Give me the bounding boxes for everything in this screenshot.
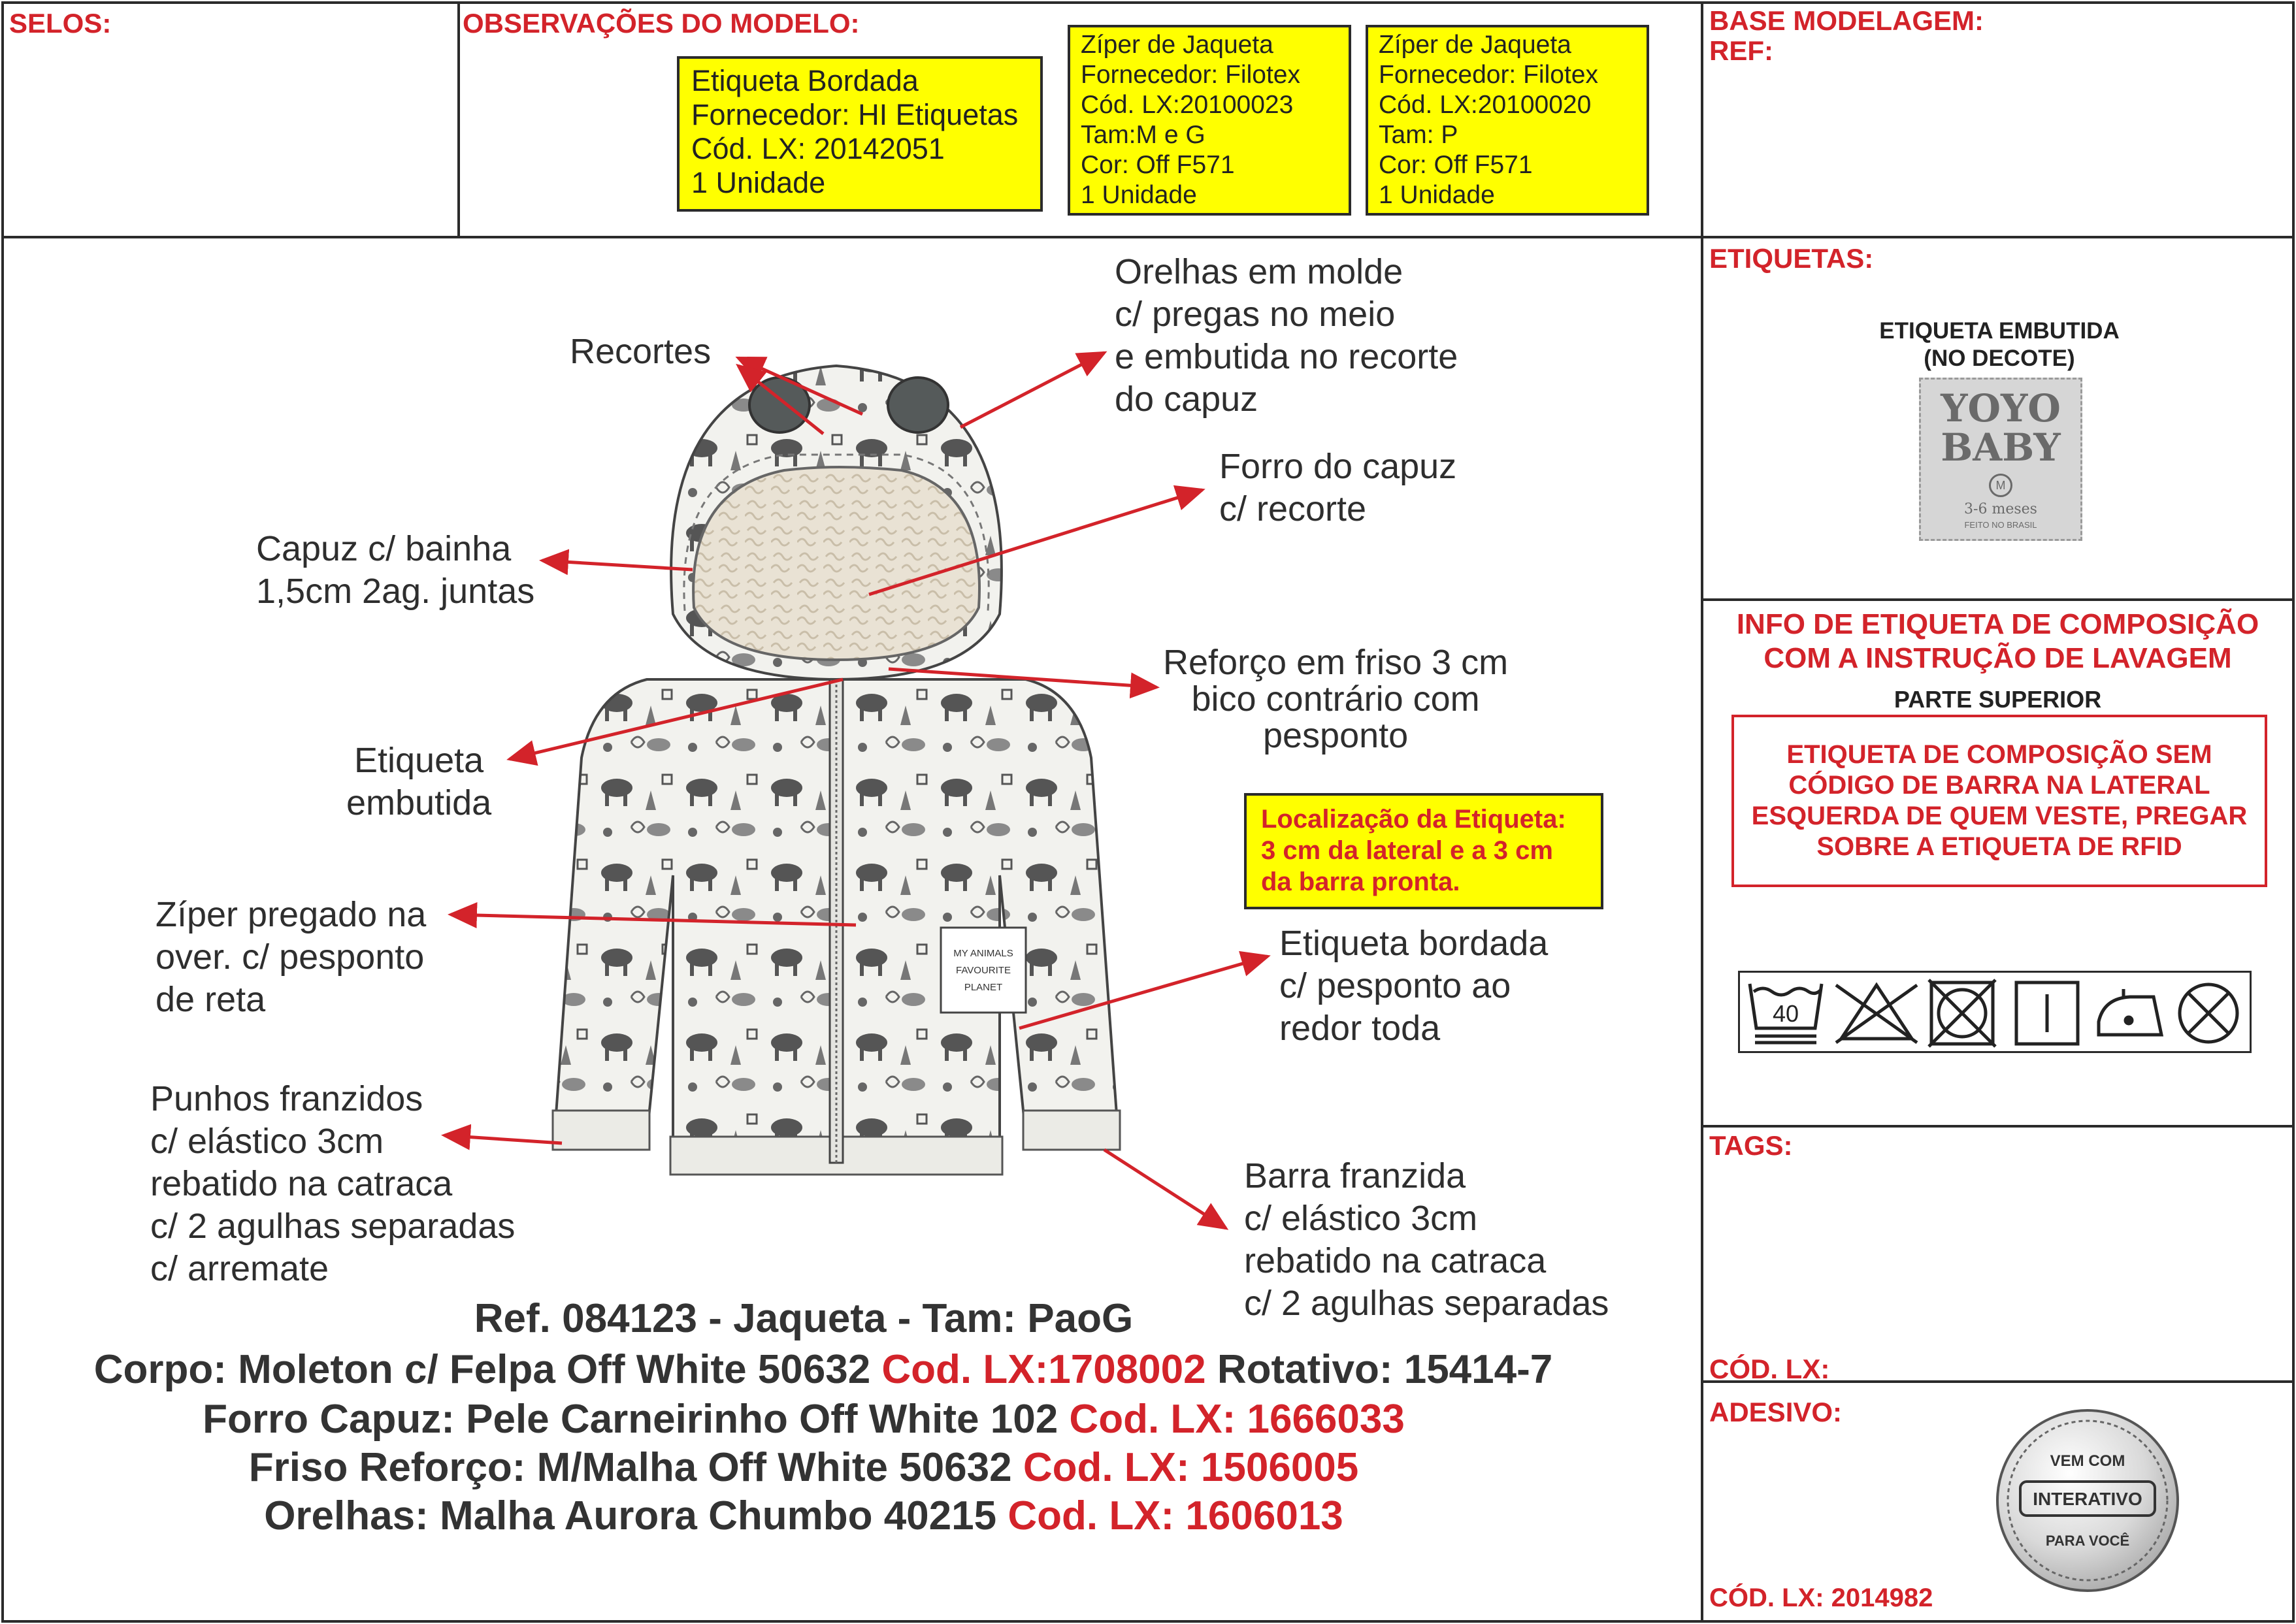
annotation-reforco: Reforço em friso 3 cm bico contrário com pesponto — [1163, 643, 1509, 755]
sticker-bottom-text: PARA VOCÊ — [2045, 1533, 2130, 1549]
spec-corpo: Corpo: Moleton c/ Felpa Off White 50632 Cod. LX:1708002 Rotativo: 15414-7 — [93, 1347, 1553, 1392]
annotation-punhos: Punhos franzidos c/ elástico 3cm rebatido na catraca c/ 2 agulhas separadas c/ arremate — [150, 1079, 516, 1288]
garment-patch-line-1: MY ANIMALS — [953, 948, 1013, 959]
garment-patch-line-2: FAVOURITE — [956, 965, 1011, 976]
annotation-barra: Barra franzida c/ elástico 3cm rebatido na catraca c/ 2 agulhas separadas — [1244, 1156, 1609, 1323]
annotation-recortes: Recortes — [570, 332, 712, 371]
annotation-forro-capuz: Forro do capuz c/ recorte — [1219, 447, 1457, 528]
spec-orelhas: Orelhas: Malha Aurora Chumbo 40215 Cod. LX: 1606013 — [264, 1493, 1343, 1538]
spec-forro: Forro Capuz: Pele Carneirinho Off White 102 Cod. LX: 1666033 — [203, 1397, 1405, 1442]
annotation-etiqueta-bordada: Etiqueta bordada c/ pesponto ao redor toda — [1279, 924, 1549, 1048]
localizacao-box: Localização da Etiqueta: 3 cm da lateral e a 3 cm da barra pronta. — [1244, 793, 1603, 909]
size-mark: M — [1989, 474, 2012, 497]
arrow-orelhas — [960, 353, 1104, 427]
arrow-barra — [1104, 1150, 1226, 1228]
arrow-punhos — [444, 1135, 562, 1143]
spec-friso: Friso Reforço: M/Malha Off White 50632 Cod. LX: 1506005 — [248, 1445, 1359, 1490]
arrow-recortes-1 — [738, 358, 862, 414]
origin-text: FEITO NO BRASIL — [1964, 520, 2037, 530]
base-modelagem-label: BASE MODELAGEM: — [1709, 5, 1984, 36]
wash-temp: 40 — [1772, 1000, 1799, 1027]
arrow-forro-capuz — [869, 490, 1202, 594]
brand-line-1: YOYO — [1941, 386, 2061, 430]
annotation-etiqueta-embutida: Etiqueta embutida — [346, 741, 492, 822]
etiqueta-embutida-title: ETIQUETA EMBUTIDA (NO DECOTE) — [1879, 318, 2120, 371]
arrow-etiqueta-embutida — [510, 679, 843, 759]
sticker-top-text: VEM COM — [2050, 1452, 2125, 1470]
etiquetas-label: ETIQUETAS: — [1709, 243, 1874, 274]
arrow-etiqueta-bordada — [1019, 956, 1268, 1028]
arrow-reforco — [889, 669, 1156, 687]
observacoes-label: OBSERVAÇÕES DO MODELO: — [463, 8, 860, 39]
etiqueta-bordada-box: Etiqueta Bordada Fornecedor: HI Etiquetas Cód. LX: 20142051 1 Unidade — [677, 56, 1043, 212]
info-composicao-label: INFO DE ETIQUETA DE COMPOSIÇÃO COM A INSTRUÇÃO DE LAVAGEM — [1736, 608, 2259, 674]
ziper-mg-box: Zíper de Jaqueta Fornecedor: Filotex Cód. LX:20100023 Tam:M e G Cor: Off F571 1 Unidade — [1068, 25, 1351, 216]
adesivo-label: ADESIVO: — [1709, 1397, 1843, 1427]
garment-patch-line-3: PLANET — [964, 982, 1003, 993]
annotation-ziper: Zíper pregado na over. c/ pesponto de reta — [156, 895, 427, 1019]
annotation-capuz-bainha: Capuz c/ bainha 1,5cm 2ag. juntas — [256, 529, 535, 611]
sticker-middle-text: INTERATIVO — [2033, 1489, 2142, 1509]
annotation-orelhas: Orelhas em molde c/ pregas no meio e embutida no recorte do capuz — [1115, 252, 1458, 419]
cod-lx-tags-label: CÓD. LX: — [1709, 1354, 1830, 1384]
arrow-ziper — [451, 915, 856, 925]
composicao-text: ETIQUETA DE COMPOSIÇÃO SEM CÓDIGO DE BARRA NA LATERAL ESQUERDA DE QUEM VESTE, PREGAR SOBRE A ETIQUETA DE RFID — [1751, 740, 2248, 861]
brand-line-2: BABY — [1941, 425, 2061, 470]
arrow-capuz-bainha — [542, 560, 693, 570]
parte-superior-label: PARTE SUPERIOR — [1894, 686, 2102, 713]
cod-lx-adesivo-label: CÓD. LX: 2014982 — [1709, 1583, 1933, 1612]
selos-label: SELOS: — [9, 8, 112, 39]
tags-label: TAGS: — [1709, 1130, 1793, 1161]
ref-label: REF: — [1709, 35, 1773, 66]
spec-ref: Ref. 084123 - Jaqueta - Tam: PaoG — [474, 1296, 1134, 1341]
ziper-p-box: Zíper de Jaqueta Fornecedor: Filotex Cód. LX:20100020 Tam: P Cor: Off F571 1 Unidade — [1366, 25, 1649, 216]
size-text: 3-6 meses — [1964, 501, 2037, 517]
